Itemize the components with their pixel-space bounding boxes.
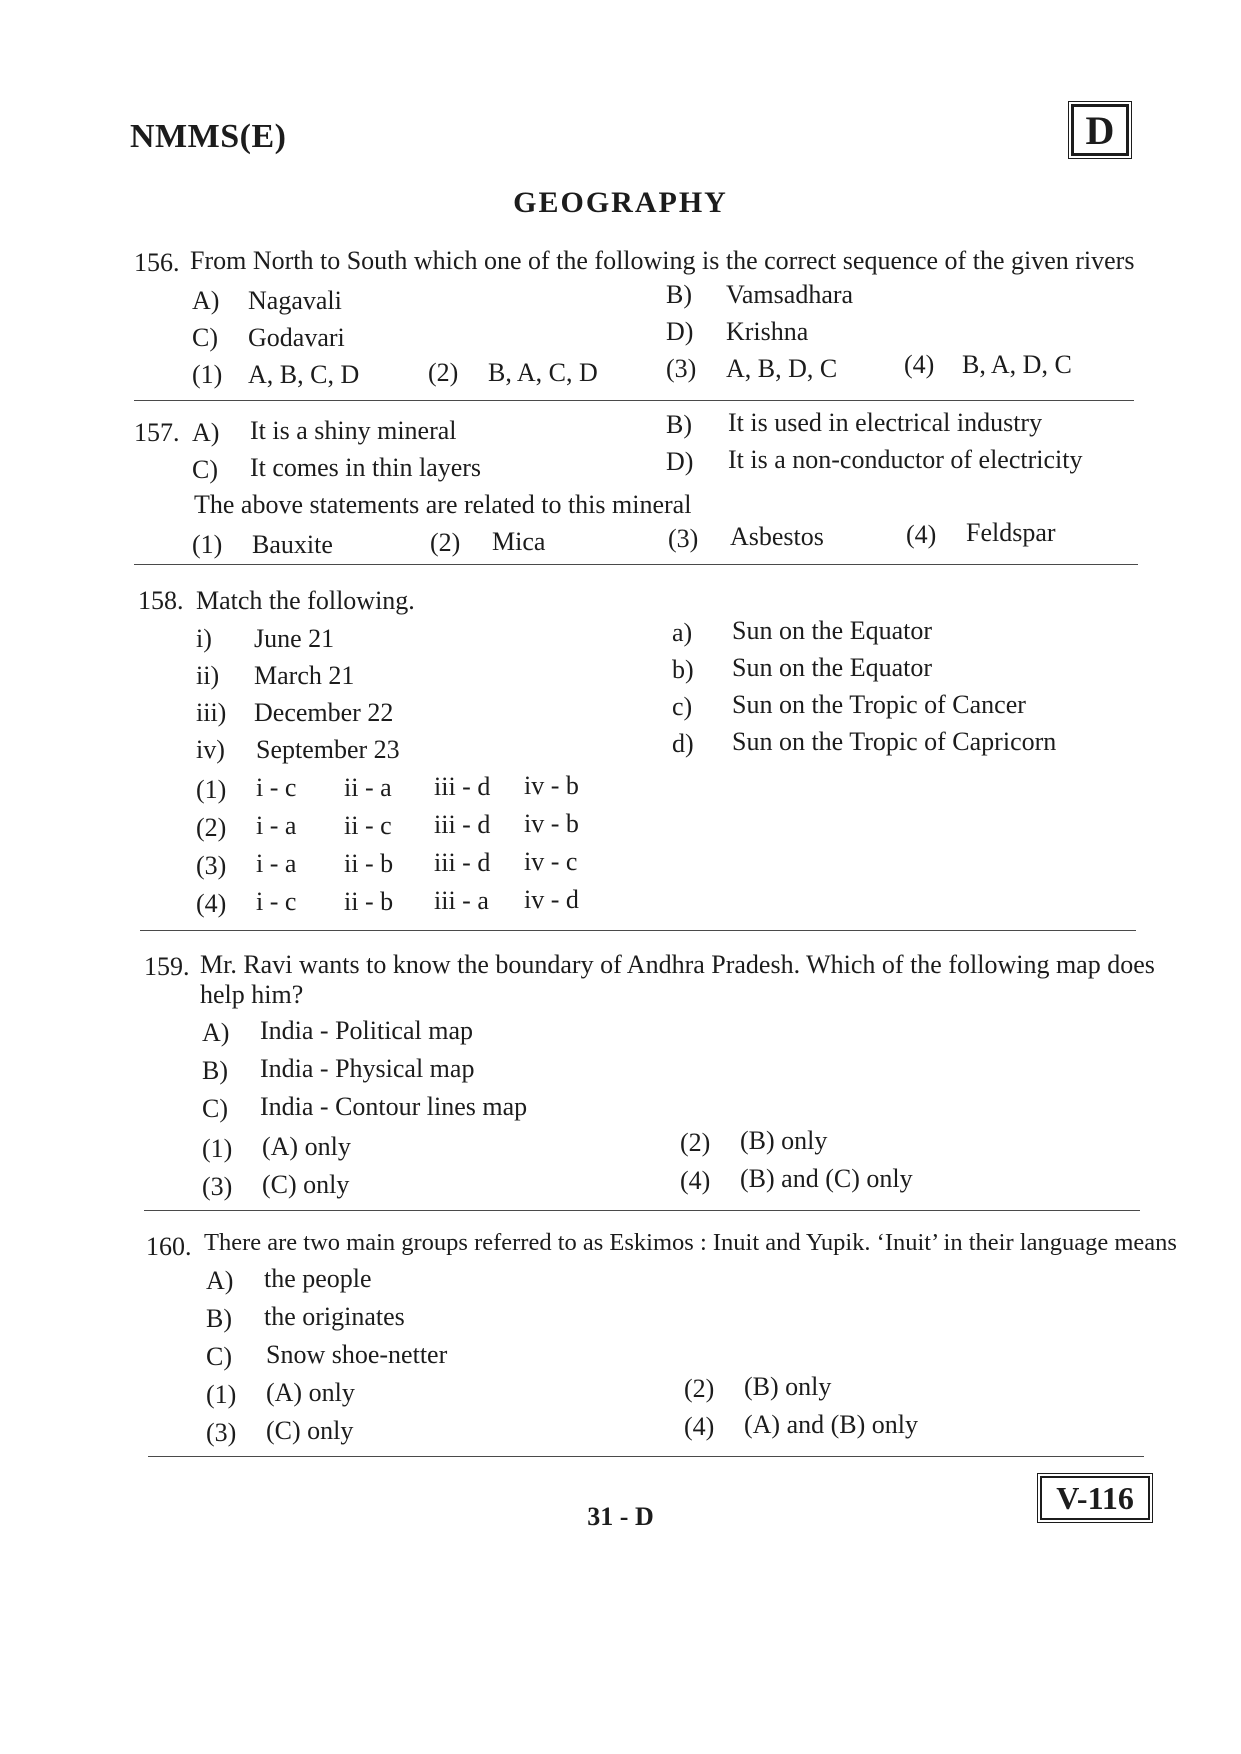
option-text: (C) only: [266, 1416, 354, 1445]
statement-label: B): [206, 1304, 232, 1333]
option-label: (1): [206, 1380, 237, 1409]
match-left-text: March 21: [254, 661, 355, 690]
option-label: (3): [668, 524, 699, 553]
section-title: GEOGRAPHY: [513, 186, 728, 219]
option-text: (A) and (B) only: [744, 1410, 919, 1439]
statement-text: the originates: [264, 1302, 405, 1331]
option-label: (2): [428, 358, 459, 387]
option-pair: ii - a: [344, 773, 392, 802]
question-divider: [144, 1210, 1140, 1211]
statement-text: It comes in thin layers: [250, 453, 482, 482]
option-label: (1): [202, 1134, 233, 1163]
match-right-text: Sun on the Tropic of Capricorn: [732, 727, 1057, 756]
option-pair: i - a: [256, 849, 297, 878]
question-number: 158.: [138, 586, 184, 615]
option-label: (4): [684, 1412, 715, 1441]
question-prompt: The above statements are related to this mineral: [194, 490, 692, 519]
question-divider: [148, 1456, 1144, 1457]
paper-code-box: V-116: [1040, 1476, 1150, 1520]
option-text: Bauxite: [252, 530, 333, 559]
statement-label: C): [192, 455, 218, 484]
statement-text: Krishna: [726, 317, 809, 346]
option-label: (3): [666, 354, 697, 383]
option-pair: i - a: [256, 811, 297, 840]
option-label: (2): [680, 1128, 711, 1157]
statement-label: C): [202, 1094, 228, 1123]
question-number: 157.: [134, 418, 180, 447]
option-pair: ii - b: [344, 849, 394, 878]
exam-title: NMMS(E): [130, 118, 287, 155]
option-text: A, B, D, C: [726, 354, 838, 383]
match-left-text: September 23: [256, 735, 400, 764]
match-right-label: a): [672, 618, 693, 647]
statement-text: India - Contour lines map: [260, 1092, 528, 1121]
match-right-label: d): [672, 729, 694, 758]
match-right-text: Sun on the Tropic of Cancer: [732, 690, 1026, 719]
option-label: (4): [904, 350, 935, 379]
option-pair: iv - d: [524, 885, 579, 914]
option-pair: iii - d: [434, 772, 491, 801]
option-text: (B) only: [740, 1126, 828, 1155]
option-text: Asbestos: [730, 522, 824, 551]
option-label: (4): [906, 520, 937, 549]
option-pair: ii - c: [344, 811, 392, 840]
match-left-text: June 21: [254, 624, 335, 653]
option-pair: ii - b: [344, 887, 394, 916]
match-left-label: i): [196, 624, 212, 653]
option-text: (B) and (C) only: [740, 1164, 913, 1193]
option-text: (C) only: [262, 1170, 350, 1199]
match-left-label: iii): [196, 698, 227, 727]
question-number: 156.: [134, 248, 180, 277]
match-right-text: Sun on the Equator: [732, 653, 933, 682]
match-right-text: Sun on the Equator: [732, 616, 933, 645]
option-label: (1): [192, 530, 223, 559]
statement-label: C): [192, 323, 218, 352]
option-label: (2): [196, 813, 227, 842]
option-text: B, A, D, C: [962, 350, 1072, 379]
statement-text: Nagavali: [248, 286, 342, 315]
statement-text: the people: [264, 1264, 372, 1293]
statement-text: India - Physical map: [260, 1054, 475, 1083]
statement-label: A): [192, 286, 220, 315]
option-label: (3): [206, 1418, 237, 1447]
question-number: 160.: [146, 1232, 192, 1261]
option-pair: iii - d: [434, 810, 491, 839]
question-text: Mr. Ravi wants to know the boundary of Andhra Pradesh. Which of the following map does: [200, 950, 1155, 979]
option-pair: i - c: [256, 773, 297, 802]
statement-label: A): [192, 418, 220, 447]
statement-text: Snow shoe-netter: [266, 1340, 448, 1369]
option-label: (3): [196, 851, 227, 880]
option-pair: iv - b: [524, 771, 579, 800]
option-label: (2): [430, 528, 461, 557]
option-text: (B) only: [744, 1372, 832, 1401]
match-right-label: b): [672, 655, 694, 684]
option-text: (A) only: [262, 1132, 351, 1161]
question-divider: [140, 930, 1136, 931]
match-right-label: c): [672, 692, 693, 721]
option-pair: iv - b: [524, 809, 579, 838]
statement-label: A): [206, 1266, 234, 1295]
question-text: Match the following.: [196, 586, 415, 615]
statement-text: It is used in electrical industry: [728, 408, 1043, 437]
option-pair: i - c: [256, 887, 297, 916]
statement-label: B): [666, 280, 692, 309]
set-code-box: D: [1071, 104, 1129, 156]
match-left-label: ii): [196, 661, 220, 690]
option-text: Mica: [492, 527, 546, 556]
page-number: 31 - D: [587, 1502, 654, 1531]
option-label: (3): [202, 1172, 233, 1201]
match-left-text: December 22: [254, 698, 394, 727]
option-text: (A) only: [266, 1378, 355, 1407]
option-text: B, A, C, D: [488, 358, 598, 387]
statement-label: D): [666, 317, 694, 346]
option-label: (1): [192, 360, 223, 389]
option-label: (2): [684, 1374, 715, 1403]
option-pair: iii - d: [434, 848, 491, 877]
option-label: (1): [196, 775, 227, 804]
question-divider: [134, 400, 1134, 401]
statement-text: It is a shiny mineral: [250, 416, 457, 445]
question-text: From North to South which one of the following is the correct sequence of the given rivers: [190, 246, 1135, 275]
option-pair: iii - a: [434, 886, 489, 915]
option-text: A, B, C, D: [248, 360, 360, 389]
statement-label: B): [666, 410, 692, 439]
match-left-label: iv): [196, 735, 225, 764]
statement-text: Vamsadhara: [726, 280, 854, 309]
statement-text: It is a non-conductor of electricity: [728, 445, 1083, 474]
question-text: help him?: [200, 980, 304, 1009]
question-number: 159.: [144, 952, 190, 981]
option-text: Feldspar: [966, 518, 1056, 547]
statement-label: A): [202, 1018, 230, 1047]
statement-label: C): [206, 1342, 232, 1371]
statement-text: Godavari: [248, 323, 345, 352]
option-label: (4): [680, 1166, 711, 1195]
option-label: (4): [196, 889, 227, 918]
statement-label: D): [666, 447, 694, 476]
question-text: There are two main groups referred to as Eskimos : Inuit and Yupik. ‘Inuit’ in their language means: [204, 1229, 1177, 1256]
statement-text: India - Political map: [260, 1016, 474, 1045]
statement-label: B): [202, 1056, 228, 1085]
option-pair: iv - c: [524, 847, 578, 876]
question-divider: [134, 564, 1138, 565]
